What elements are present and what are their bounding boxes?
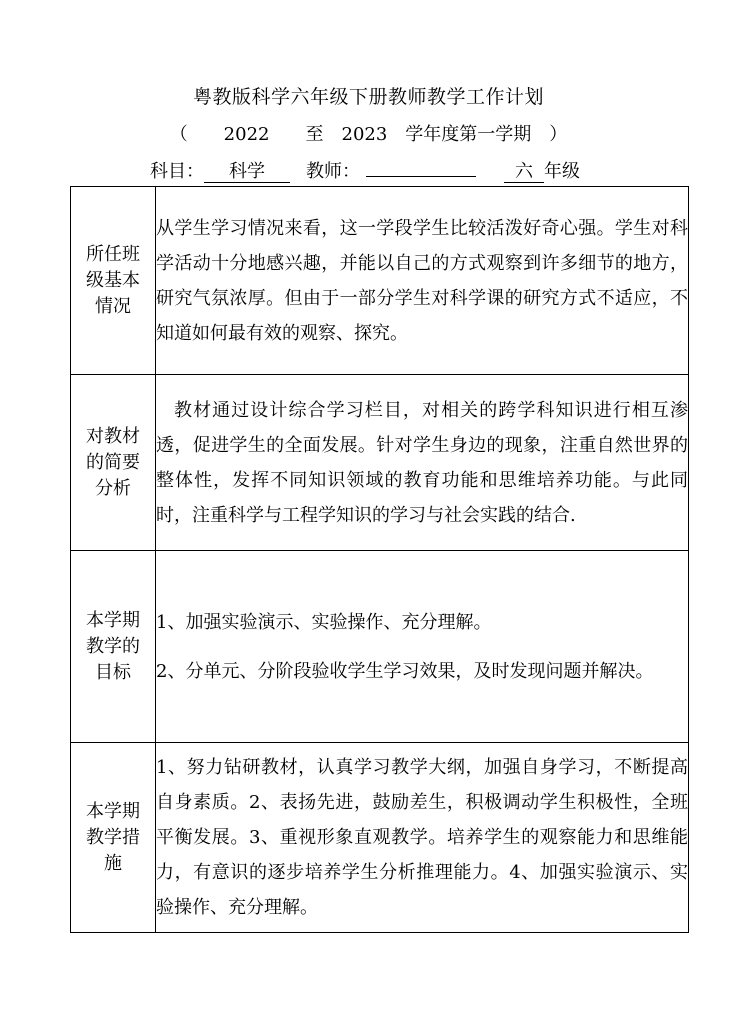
row-label-cell: [71, 187, 156, 375]
meta-line: [150, 157, 580, 183]
row-content-cell: [156, 743, 689, 933]
table-row: [71, 743, 689, 933]
subject-value: 科学: [204, 162, 290, 183]
row-label-teaching-goals: 本学期教学的目标: [86, 609, 140, 683]
textbook-analysis-text: 教材通过设计综合学习栏目，对相关的跨学科知识进行相互渗透，促进学生的全面发展。针对学生身边的现象，注重自然世界的整体性，发挥不同知识领域的教育功能和思维培养功能。与此同时，注重科学与工程学知识的学习与社会实践的结合.: [156, 399, 688, 526]
row-label-cell: [71, 743, 156, 933]
subject-label: 科目：: [150, 161, 204, 182]
goal-item-2: 2、分单元、分阶段验收学生学习效果，及时发现问题并解决。: [156, 660, 654, 682]
row-content-cell: [156, 187, 689, 375]
grade-value: 六: [504, 162, 544, 183]
row-label-class-situation: 所任班级基本情况: [86, 243, 140, 317]
row-content-cell: [156, 551, 689, 743]
row-label-cell: [71, 375, 156, 551]
row-content-cell: [156, 375, 689, 551]
table-row: [71, 187, 689, 375]
goal-item-1: 1、加强实验演示、实验操作、充分理解。: [156, 611, 492, 633]
grade-label: 年级: [544, 161, 580, 182]
school-year-line: （ 2022 至 2023 学年度第一学期 ）: [169, 124, 568, 145]
row-label-teaching-measures: 本学期教学措施: [86, 800, 140, 874]
plan-table: [70, 186, 689, 933]
table-row: [71, 375, 689, 551]
row-label-textbook-analysis: 对教材的简要分析: [86, 425, 140, 499]
row-label-cell: [71, 551, 156, 743]
document-title: 粤教版科学六年级下册教师教学工作计划: [192, 86, 544, 108]
teaching-measures-text: 1、努力钻研教材，认真学习教学大纲，加强自身学习，不断提高自身素质。2、表扬先进，鼓励差生，积极调动学生积极性，全班平衡发展。3、重视形象直观教学。培养学生的观察能力和思维能力，有意识的逐步培养学生分析推理能力。4、加强实验演示、实验操作、充分理解。: [156, 757, 688, 918]
class-situation-text: 从学生学习情况来看，这一学段学生比较活泼好奇心强。学生对科学活动十分地感兴趣，并能以自己的方式观察到许多细节的地方，研究气氛浓厚。但由于一部分学生对科学课的研究方式不适应，不知道如何最有效的观察、探究。: [156, 217, 688, 344]
table-row: [71, 551, 689, 743]
teacher-value: [366, 176, 476, 177]
teacher-label: 教师：: [306, 161, 360, 182]
